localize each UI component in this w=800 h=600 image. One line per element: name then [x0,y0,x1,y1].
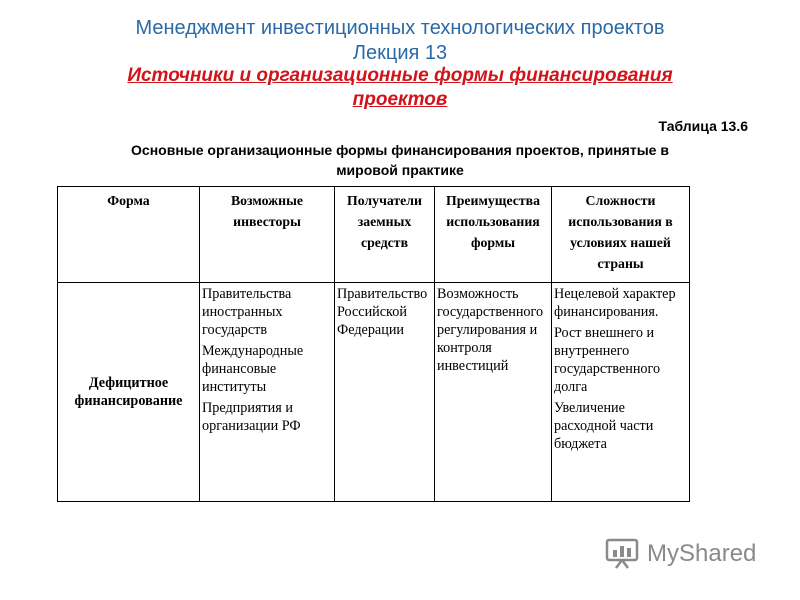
financing-forms-table [57,186,690,502]
investor-item: Международные финансовые институты [202,343,304,395]
form-cell: Дефицитное финансирование [58,283,200,502]
lecture-number: Лекция 13 [352,42,448,64]
myshared-logo-icon [605,536,641,570]
investor-item: Предприятия и организации РФ [202,400,301,434]
slide-subtitle-line1: Источники и организационные формы финансирования [127,65,673,86]
table-row [58,283,690,502]
myshared-logo-text: MyShared [647,540,757,567]
slide-subtitle-line2: проектов [352,89,448,110]
table-caption-line2: мировой практике [336,162,464,178]
table-caption-line1: Основные организационные формы финансирования проектов, принятые в [131,142,669,158]
myshared-logo [605,536,775,572]
investors-cell [200,283,335,502]
table-header-row [58,187,690,283]
header-cell: Сложности использования в условиях нашей страны [552,187,690,283]
header-cell: Форма [58,187,200,283]
slide-subtitle [70,64,730,112]
difficulty-item: Рост внешнего и внутреннего государственного долга [554,325,661,395]
table-number: Таблица 13.6 [658,118,748,134]
header-cell: Получатели заемных средств [335,187,435,283]
difficulties-cell [552,283,690,502]
table-caption [40,140,760,180]
investor-item: Правительства иностранных государств [202,286,292,338]
recipients-cell: Правительство Российской Федерации [335,283,435,502]
header-cell: Преимущества использования формы [435,187,552,283]
difficulty-item: Нецелевой характер финансирования. [554,286,676,320]
header-cell: Возможные инвесторы [200,187,335,283]
advantages-cell: Возможность государственного регулирования и контроля инвестиций [435,283,552,502]
difficulty-item: Увеличение расходной части бюджета [554,400,654,452]
presentation-title: Менеджмент инвестиционных технологических проектов [135,17,665,39]
